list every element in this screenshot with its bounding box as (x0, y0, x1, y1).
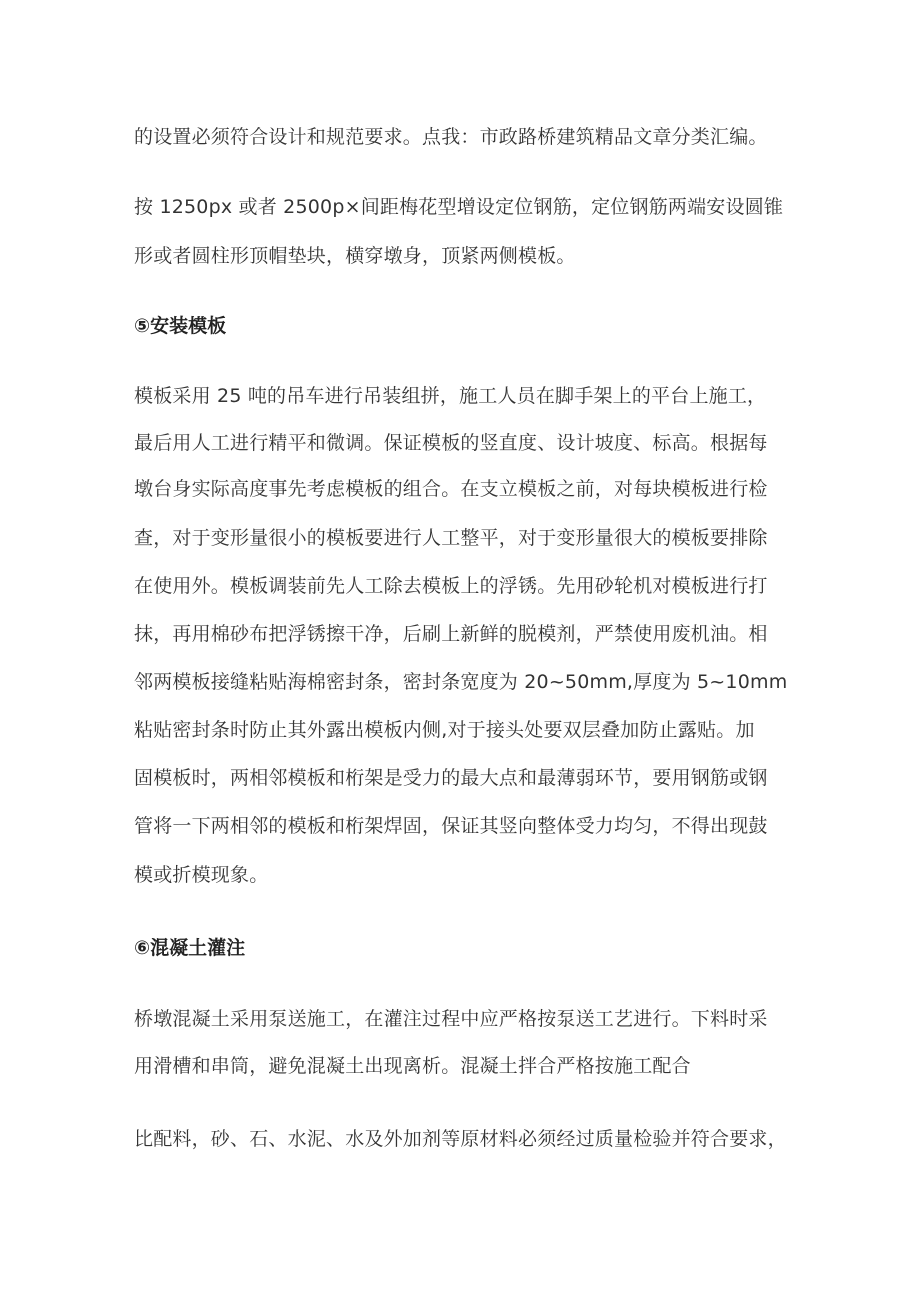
paragraph-3-line-3: 墩台身实际高度事先考虑模板的组合。在支立模板之前，对每块模板进行检 (134, 478, 768, 500)
paragraph-3-line-5: 在使用外。模板调装前先人工除去模板上的浮锈。先用砂轮机对模板进行打 (134, 575, 768, 597)
paragraph-4-line-2: 用滑槽和串筒，避免混凝土出现离析。混凝土拌合严格按施工配合 (134, 1055, 691, 1077)
paragraph-3-line-2: 最后用人工进行精平和微调。保证模板的竖直度、设计坡度、标高。根据每 (134, 432, 768, 454)
section-heading-install-formwork: ⑤安装模板 (134, 315, 227, 337)
paragraph-3-line-11: 模或折模现象。 (134, 864, 269, 886)
paragraph-3-line-1: 模板采用 25 吨的吊车进行吊装组拼，施工人员在脚手架上的平台上施工， (134, 385, 767, 407)
paragraph-3-line-10: 管将一下两相邻的模板和桁架焊固，保证其竖向整体受力均匀，不得出现鼓 (134, 815, 768, 837)
paragraph-4-line-1: 桥墩混凝土采用泵送施工，在灌注过程中应严格按泵送工艺进行。下料时采 (134, 1008, 768, 1030)
paragraph-3-line-7: 邻两模板接缝粘贴海棉密封条，密封条宽度为 20~50mm,厚度为 5~10mm (134, 671, 788, 693)
paragraph-3-line-8: 粘贴密封条时防止其外露出模板内侧,对于接头处要双层叠加防止露贴。加 (134, 719, 755, 741)
paragraph-2-line-1: 按 1250px 或者 2500p×间距梅花型增设定位钢筋，定位钢筋两端安设圆锥 (134, 196, 784, 218)
paragraph-1-line-1: 的设置必须符合设计和规范要求。点我：市政路桥建筑精品文章分类汇编。 (134, 126, 768, 148)
paragraph-2-line-2: 形或者圆柱形顶帽垫块，横穿墩身，顶紧两侧模板。 (134, 245, 576, 267)
section-heading-concrete-pouring: ⑥混凝土灌注 (134, 937, 246, 959)
paragraph-3-line-4: 查，对于变形量很小的模板要进行人工整平，对于变形量很大的模板要排除 (134, 527, 768, 549)
paragraph-5-line-1: 比配料，砂、石、水泥、水及外加剂等原材料必须经过质量检验并符合要求， (134, 1128, 787, 1150)
paragraph-3-line-6: 抹，再用棉砂布把浮锈擦干净，后刷上新鲜的脱模剂，严禁使用废机油。相 (134, 623, 768, 645)
paragraph-3-line-9: 固模板时，两相邻模板和桁架是受力的最大点和最薄弱环节，要用钢筋或钢 (134, 767, 768, 789)
